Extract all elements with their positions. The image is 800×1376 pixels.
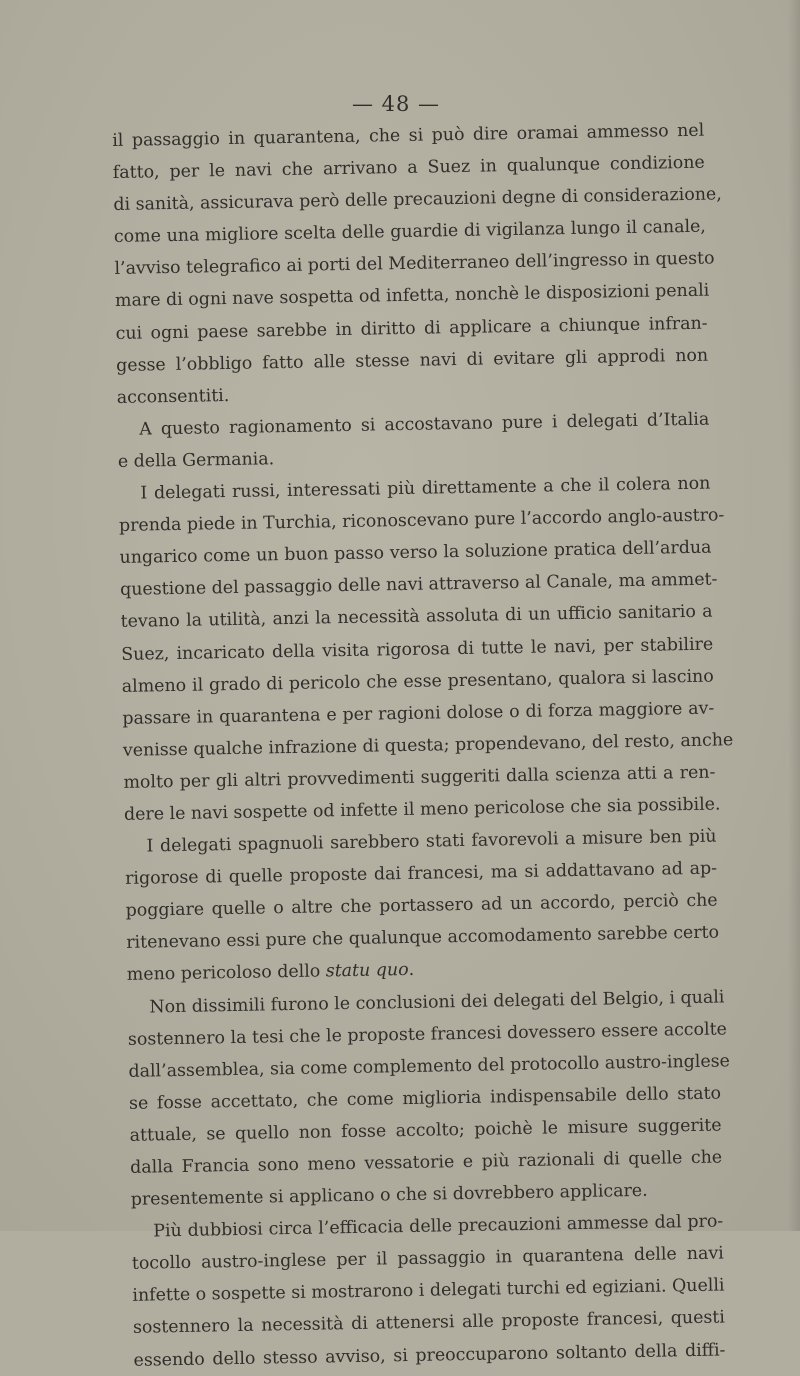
text-line-content: di sanità, assicurava però delle precauzioni degne di considerazione, — [113, 184, 722, 216]
text-line-content: tevano la utilità, anzi la necessità assoluta di un ufficio sanitario a — [120, 602, 713, 633]
text-line-content: venisse qualche infrazione di questa; propendevano, del resto, anche — [122, 730, 734, 761]
text-line-content: mare di ogni nave sospetta od infetta, nonchè le disposizioni penali — [114, 281, 710, 312]
punctuation: . — [408, 960, 415, 981]
text-line-content: presentemente si applicano o che si dovrebbero applicare. — [130, 1180, 648, 1210]
text-line-content: acconsentiti. — [116, 385, 230, 408]
text-line-content: dalla Francia sono meno vessatorie e più razionali di quelle che — [130, 1147, 723, 1178]
text-line-content: Non dissimili furono le conclusioni dei delegati del Belgio, i quali — [149, 986, 725, 1018]
text-line-content: meno pericoloso dello — [126, 961, 321, 986]
text-line-content: dall’assemblea, sia come complemento del protocollo austro-inglese — [128, 1051, 731, 1082]
text-line-content: e della Germania. — [117, 449, 275, 472]
text-line-content: prenda piede in Turchia, riconoscevano pure l’accordo anglo-austro- — [118, 505, 725, 537]
text-line-content: A questo ragionamento si accostavano pure i delegati d’Italia — [139, 409, 710, 440]
text-line-content: passare in quarantena e per ragioni dolose o di forza maggiore av- — [122, 698, 715, 729]
text-line-content: dere le navi sospette od infette il meno pericolose che sia possibile. — [123, 794, 721, 825]
text-line-content: gesse l’obbligo fatto alle stesse navi di evitare gli approdi non — [116, 345, 709, 376]
text-line-content: rigorose di quelle proposte dai francesi, ma si addattavano ad ap- — [124, 858, 718, 890]
text-line-content: Suez, incaricato della visita rigorosa di tutte le navi, per stabilire — [121, 634, 714, 665]
text-line-content: attuale, se quello non fosse accolto; poichè le misure suggerite — [129, 1115, 722, 1146]
text-line-content: sostennero la tesi che le proposte francesi dovessero essere accolte — [127, 1019, 728, 1050]
text-line-content: fatto, per le navi che arrivano a Suez in qualunque condizione — [112, 152, 705, 184]
text-line-content: ritenevano essi pure che qualunque accomodamento sarebbe certo — [126, 922, 720, 954]
page-number: — 48 — — [351, 92, 441, 116]
text-line-content: essendo dello stesso avviso, si preoccuparono soltanto della diffi- — [133, 1340, 726, 1371]
text-line-content: I delegati spagnuoli sarebbero stati favorevoli a misure ben più — [146, 826, 717, 857]
text-line-content: cui ogni paese sarebbe in diritto di applicare a chiunque infran- — [115, 313, 708, 344]
body-text — [112, 115, 734, 1376]
text-line-content: l’avviso telegrafico ai porti del Mediterraneo dell’ingresso in questo — [114, 248, 715, 280]
text-line-content: ungarico come un buon passo verso la soluzione pratica dell’ardua — [119, 537, 712, 569]
page-edge-shadow — [788, 0, 800, 1231]
text-line-content: come una migliore scelta delle guardie di vigilanza lungo il canale, — [113, 216, 707, 248]
text-line-content: se fosse accettato, che come miglioria indispensabile dello stato — [128, 1083, 722, 1114]
text-line-content: infette o sospette si mostrarono i delegati turchi ed egiziani. Quelli — [132, 1275, 725, 1307]
text-line-content: I delegati russi, interessati più direttamente a che il colera non — [140, 473, 711, 504]
text-line-content: tocollo austro-inglese per il passaggio in quarantena delle navi — [131, 1243, 724, 1275]
text-line-content: poggiare quelle o altre che portassero ad un accordo, perciò che — [125, 890, 718, 922]
text-line-content: Più dubbiosi circa l’efficacia delle precauzioni ammesse dal pro- — [153, 1211, 724, 1242]
text-line-content: almeno il grado di pericolo che esse presentano, qualora si lascino — [121, 666, 714, 697]
text-line-content: molto per gli altri provvedimenti suggeriti dalla scienza atti a ren- — [123, 762, 716, 793]
italic-phrase: statu quo — [325, 960, 409, 982]
text-line-content: il passaggio in quarantena, che si può dire oramai ammesso nel — [112, 120, 705, 151]
text-line-content: sostennero la necessità di attenersi alle proposte francesi, questi — [132, 1307, 726, 1339]
text-line-content: questione del passaggio delle navi attraverso al Canale, ma ammet- — [119, 569, 718, 601]
